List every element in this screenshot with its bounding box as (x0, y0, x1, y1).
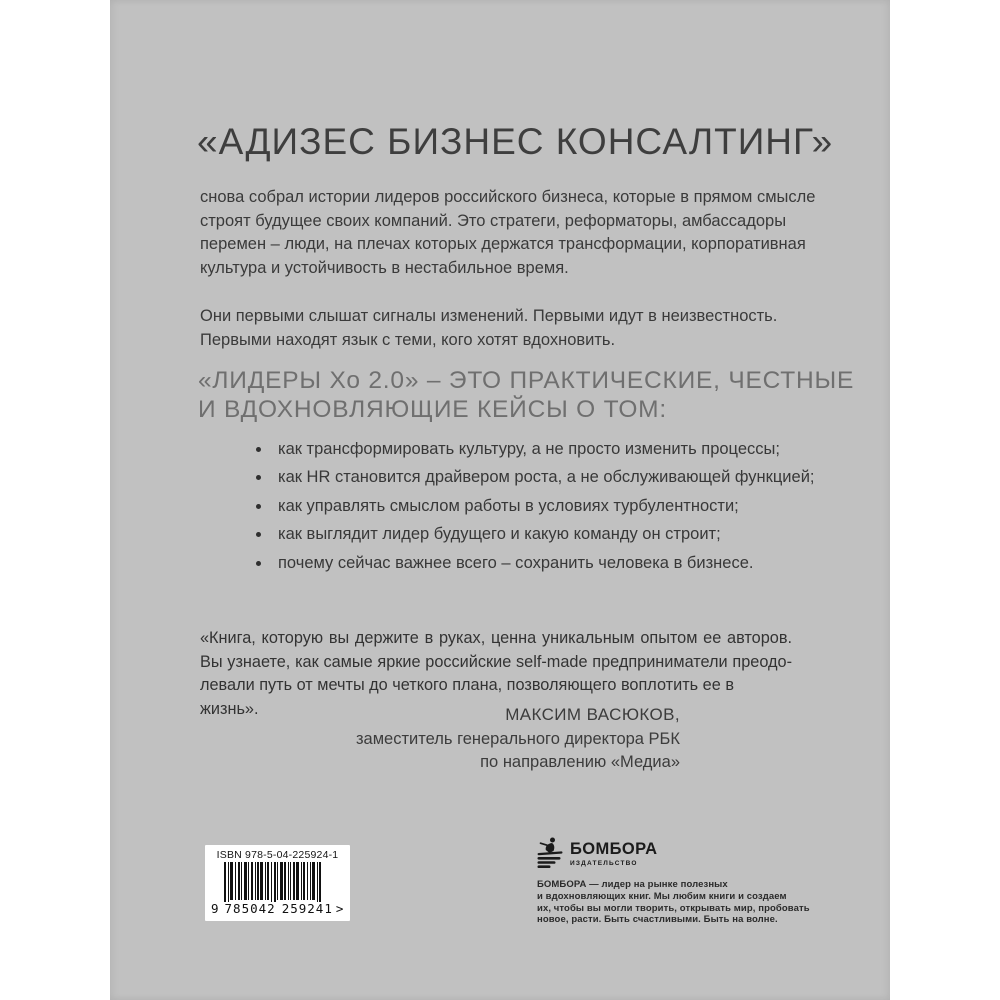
bullet-text: как управлять смыслом работы в условиях турбулентности; (278, 496, 739, 515)
text-line: строят будущее своих компаний. Это стратеги, реформаторы, амбассадоры (200, 211, 787, 230)
text-line: перемен – люди, на плечах которых держатся трансформации, корпоративная (200, 235, 806, 253)
barcode-digit-group: 785042 (224, 901, 276, 916)
barcode-digit-group: 259241 (281, 901, 333, 916)
section-subheading (198, 366, 854, 424)
list-item (256, 440, 815, 468)
book-title: «АДИЗЕС БИЗНЕС КОНСАЛТИНГ» (197, 121, 834, 162)
barcode-end-mark: > (335, 901, 344, 916)
list-item (256, 468, 815, 496)
barcode (211, 862, 344, 918)
text-line: «ЛИДЕРЫ Хо 2.0» – ЭТО ПРАКТИЧЕСКИЕ, ЧЕСТНЫЕ (198, 367, 855, 394)
bullet-list (256, 440, 815, 582)
text-line: И ВДОХНОВЛЯЮЩИЕ КЕЙСЫ О ТОМ: (198, 396, 667, 423)
bullet-text: как выглядит лидер будущего и какую команду он строит; (278, 525, 721, 544)
reviewer-role-line: заместитель генерального директора РБК (355, 730, 680, 748)
publisher-block (537, 837, 810, 926)
bullet-dot-icon (256, 447, 261, 452)
publisher-description (537, 879, 810, 926)
bullet-text: почему сейчас важнее всего – сохранить человека в бизнесе. (278, 553, 754, 572)
text-line: культура и устойчивость в нестабильное время. (200, 258, 569, 277)
bombora-surfer-icon (537, 837, 563, 868)
text-line: Вы узнаете, как самые яркие российские self-made предприниматели преодо- (200, 652, 792, 671)
publisher-logo (537, 837, 810, 868)
book-back-cover (110, 0, 890, 1000)
barcode-digits (211, 902, 344, 915)
barcode-block (205, 845, 350, 921)
bullet-dot-icon (256, 475, 261, 480)
reviewer-name: МАКСИМ ВАСЮКОВ, (505, 705, 680, 724)
list-item (256, 525, 815, 553)
text-line: Первыми находят язык с теми, кого хотят вдохновить. (200, 330, 616, 349)
publisher-name-block (570, 837, 657, 867)
publisher-name: БОМБОРА (570, 840, 658, 858)
list-item (256, 497, 815, 525)
text-line: и вдохновляющих книг. Мы любим книги и создаем (537, 890, 787, 902)
text-line: Они первыми слышат сигналы изменений. Первыми идут в неизвестность. (200, 307, 778, 325)
quote-attribution (356, 702, 680, 773)
text-line: «Книга, которую вы держите в руках, ценна уникальным опытом ее авторов. (200, 629, 792, 647)
text-line: их, чтобы вы могли творить, открывать мир, пробовать (537, 902, 810, 914)
bullet-dot-icon (256, 532, 261, 537)
bullet-text: как трансформировать культуру, а не просто изменить процессы; (278, 440, 780, 458)
reviewer-role-line: по направлению «Медиа» (480, 752, 680, 771)
intro-paragraph-2 (200, 305, 777, 352)
intro-paragraph-1 (200, 186, 815, 280)
isbn-label: ISBN 978-5-04-225924-1 (216, 849, 339, 861)
bullet-dot-icon (256, 504, 261, 509)
publisher-type-label: ИЗДАТЕЛЬСТВО (570, 860, 638, 867)
bullet-text: как HR становится драйвером роста, а не обслуживающей функцией; (278, 468, 815, 487)
text-line: новое, расти. Быть счастливыми. Быть на волне. (537, 914, 778, 926)
text-line: БОМБОРА — лидер на рынке полезных (537, 879, 728, 890)
bullet-dot-icon (256, 561, 261, 566)
list-item (256, 554, 815, 582)
barcode-digit-group: 9 (211, 901, 219, 916)
text-line: снова собрал истории лидеров российского бизнеса, которые в прямом смысле (200, 188, 816, 206)
text-line: левали путь от мечты до четкого плана, позволяющего воплотить ее в жизнь». (200, 676, 734, 718)
